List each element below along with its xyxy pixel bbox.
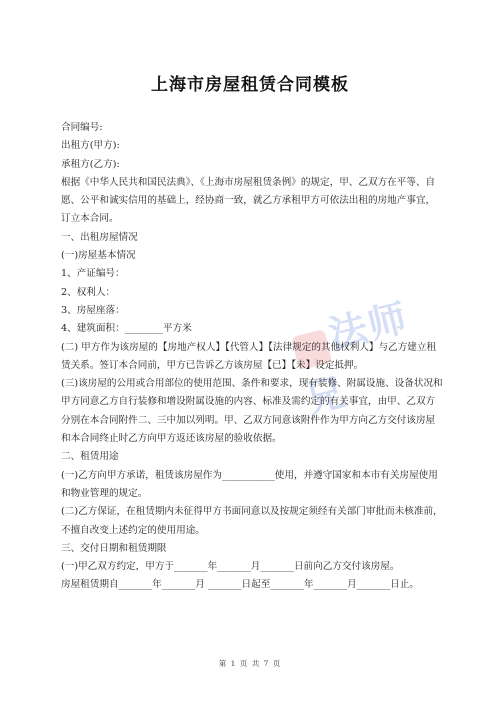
preamble-paragraph: 根据《中华人民共和国民法典》、《上海市房屋租赁条例》的规定，甲、乙双方在平等、自愿、公平和诚实信用的基础上，经协商一致，就乙方承租甲方可依法出租的房地产事宜，订立本合同。 — [61, 176, 436, 225]
property-cert-line: 1、产证编号： — [61, 268, 125, 280]
contract-number-line: 合同编号: — [61, 122, 103, 133]
clause-paragraph: (一)乙方向甲方承诺，租赁该房屋作为___________使用，并遵守国家和本市有关房屋使用和物业管理的规定。 — [61, 469, 438, 499]
lessee-line: 承租方(乙方): — [61, 158, 120, 170]
address-line: 3、房屋座落： — [61, 304, 125, 316]
clause-paragraph: (三)该房屋的公用或合用部位的使用范围、条件和要求，现有装修、附属设施、设备状况和甲方同意乙方自行装修和增设附属设施的内容、标准及需约定的有关事宜，由甲、乙双方分别在本合同附件二、三中加以列明。甲、乙双方同意该附件作为甲方向乙方交付该房屋和本合同终止时乙方向甲方返还该房屋的验收依据。 — [61, 378, 443, 445]
section-heading: 三、交付日期和租赁期限 — [61, 542, 167, 554]
area-line: 4、建筑面积：________平方米 — [61, 323, 192, 335]
document-body — [61, 119, 444, 595]
clause-paragraph: (二)乙方保证，在租赁期内未征得甲方书面同意以及按规定须经有关部门审批而未核准前，不擅自改变上述约定的使用用途。 — [61, 506, 443, 536]
clause-paragraph: 房屋租赁期自_______年_______月 _______日起至_______年_______月_______日止。 — [61, 579, 420, 591]
page-number-footer: 第 1 页 共 7 页 — [218, 659, 282, 668]
document-title: 上海市房屋租赁合同模板 — [151, 75, 349, 95]
clause-paragraph: (二) 甲方作为该房屋的【房地产权人】【代管人】【法律规定的其他权利人】与乙方建立租赁关系。签订本合同前，甲方已告诉乙方该房屋【已】【未】设定抵押。 — [61, 341, 437, 371]
clause-paragraph: (一)甲乙双方约定，甲方于_______年_______月_______日前向乙方交付该房屋。 — [61, 561, 400, 573]
lessor-line: 出租方(甲方): — [61, 140, 120, 152]
subsection-heading: (一)房屋基本情况 — [61, 250, 136, 262]
watermark-text: 法师兄 — [301, 295, 413, 422]
owner-line: 2、权利人： — [61, 286, 116, 298]
section-heading: 二、租赁用途 — [61, 451, 119, 463]
section-heading: 一、出租房屋情况 — [61, 231, 138, 243]
